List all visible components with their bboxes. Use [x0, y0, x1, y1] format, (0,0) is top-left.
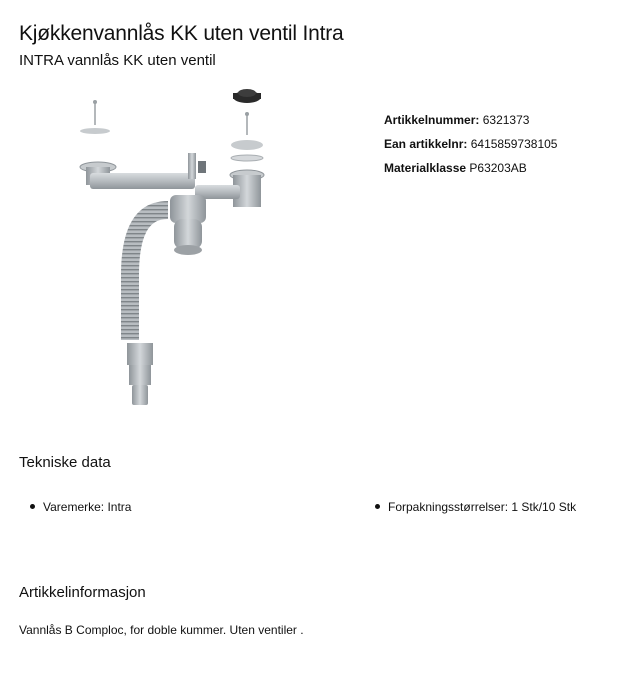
- article-description: Vannlås B Comploc, for doble kummer. Uten ventiler .: [19, 623, 304, 637]
- technical-item-brand: [30, 500, 131, 514]
- spec-label: Ean artikkelnr:: [384, 137, 468, 151]
- sink-trap-illustration: [70, 85, 280, 415]
- spec-row-material-class: [384, 160, 557, 184]
- bullet-icon: [375, 504, 380, 509]
- product-image: [70, 85, 280, 415]
- spec-row-article-number: [384, 112, 557, 136]
- technical-data-heading: Tekniske data: [19, 454, 111, 471]
- bullet-icon: [30, 504, 35, 509]
- product-subtitle: INTRA vannlås KK uten ventil: [19, 52, 216, 69]
- product-title: Kjøkkenvannlås KK uten ventil Intra: [19, 22, 344, 45]
- spec-value: 6415859738105: [470, 137, 558, 151]
- spec-value: P63203AB: [469, 161, 527, 175]
- spec-row-ean: [384, 136, 557, 160]
- article-info-heading: Artikkelinformasjon: [19, 584, 146, 601]
- technical-item-text: Varemerke: Intra: [43, 500, 132, 514]
- spec-value: 6321373: [482, 113, 530, 127]
- technical-item-package-size: [375, 500, 576, 514]
- spec-list: [384, 112, 557, 184]
- spec-label: Materialklasse: [384, 161, 467, 175]
- technical-item-text: Forpakningsstørrelser: 1 Stk/10 Stk: [388, 500, 577, 514]
- spec-label: Artikkelnummer:: [384, 113, 480, 127]
